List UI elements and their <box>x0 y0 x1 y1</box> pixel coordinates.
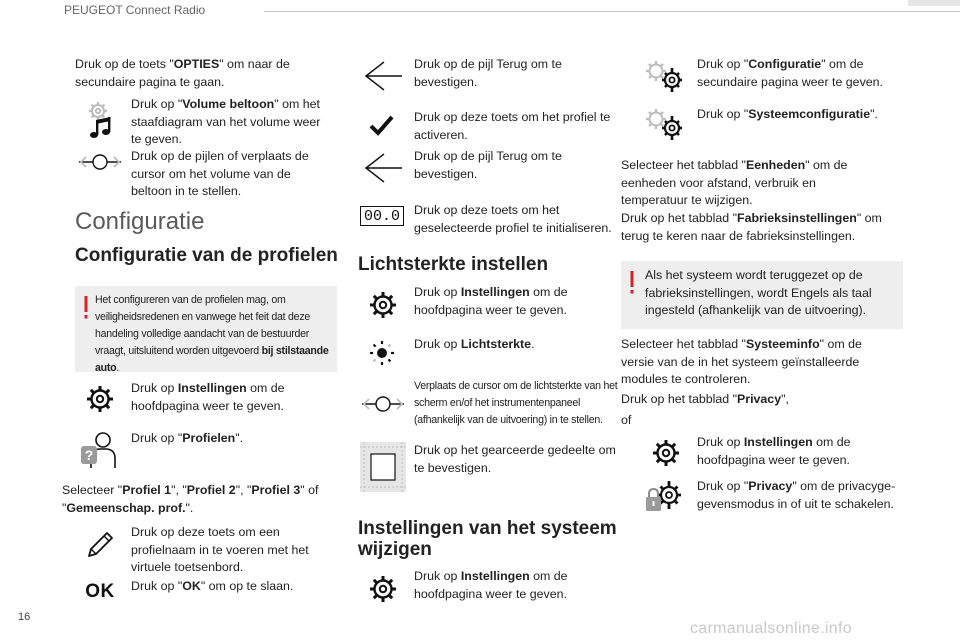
bold-text: Lichtsterkte <box>460 337 532 351</box>
gear-double-icon <box>643 58 687 94</box>
item-text <box>697 56 902 91</box>
text: ", " <box>235 483 252 497</box>
bold-text: Privacy <box>748 479 793 493</box>
svg-text:?: ? <box>84 447 94 463</box>
text: Druk op " <box>131 431 183 445</box>
text: om de hoofdpagina weer te geven. <box>131 381 285 413</box>
text: " om de eenheden voor afstand, verbruik en temperatuur te wijzigen. <box>621 158 848 208</box>
checkmark-icon <box>368 113 396 137</box>
warning-text: Als het systeem wordt teruggezet op de fabrieksinstellingen, wordt Engels als taal ingesteld (afhankelijk van de uitvoering). <box>645 268 872 318</box>
item-reset-profile <box>358 202 620 238</box>
item-check <box>358 109 620 145</box>
gear-icon <box>368 574 398 604</box>
text: Druk op " <box>697 479 749 493</box>
exclamation-icon <box>629 271 635 293</box>
text: Druk op " <box>697 107 749 121</box>
system-info-text <box>621 336 893 389</box>
text: " om de versie van de in het systeem geïnstalleerde modules te controleren. <box>621 337 862 387</box>
subsection-title-system-settings: Instellingen van het systeem wijzigen <box>358 518 617 561</box>
back-arrow-icon <box>362 150 404 186</box>
subsection-title-profiles: Configuratie van de profielen <box>75 245 338 266</box>
gear-icon <box>368 290 398 320</box>
gear-icon <box>651 438 681 468</box>
item-ok <box>75 578 335 606</box>
warning-text <box>95 292 335 377</box>
bold-text: Instellingen <box>743 435 813 449</box>
warning-box-factory <box>621 261 903 329</box>
bold-text: Instellingen <box>460 569 530 583</box>
header-tab-marker <box>908 0 960 6</box>
item-text: Druk op deze toets om een profielnaam in te voeren met het virtuele toetsenbord. <box>131 525 309 575</box>
item-text <box>414 568 604 603</box>
page-number: 16 <box>18 611 31 623</box>
item-profiles <box>75 428 335 472</box>
header-title: PEUGEOT Connect Radio <box>64 3 206 17</box>
item-settings <box>358 284 620 324</box>
gear-double-icon <box>643 106 687 142</box>
factory-settings-text <box>621 210 893 245</box>
warning-box-profiles <box>75 286 337 372</box>
item-text <box>697 478 902 513</box>
text: Druk op het tabblad " <box>621 392 737 406</box>
item-text: Druk op de pijlen of verplaats de cursor om het volume van de beltoon in te stellen. <box>131 149 309 199</box>
item-volume-arrows <box>75 148 335 198</box>
text: Druk op <box>131 381 178 395</box>
text: Druk op <box>697 435 744 449</box>
item-text: Druk op de pijl Terug om te bevestigen. <box>414 57 562 89</box>
bold-text: Gemeenschap. prof. <box>66 500 186 515</box>
item-volume-ringtone <box>75 94 335 147</box>
subsection-title-brightness: Lichtsterkte instellen <box>358 254 549 275</box>
text: Druk op het tabblad " <box>621 211 737 225</box>
bold-text: Fabrieksinstellingen <box>737 211 857 225</box>
select-profile-text <box>62 482 324 517</box>
bold-text: Profiel 3 <box>251 483 301 497</box>
text: om de hoofdpagina weer te geven. <box>414 569 568 601</box>
text: Druk op <box>414 285 461 299</box>
bold-text: Privacy <box>737 392 782 406</box>
text: . <box>116 361 120 374</box>
units-text <box>621 157 851 210</box>
text: Druk op " <box>697 57 749 71</box>
bold-text: Instellingen <box>460 285 530 299</box>
item-brightness <box>358 336 620 370</box>
item-settings <box>641 434 911 474</box>
or-text: of <box>621 413 632 427</box>
ok-icon: OK <box>85 580 115 602</box>
text: om de hoofdpagina weer te geven. <box>697 435 851 467</box>
page-header <box>0 0 960 32</box>
item-text <box>414 336 604 354</box>
item-back-1 <box>358 56 620 96</box>
item-text <box>131 578 331 596</box>
item-text: Druk op het gearceerde gedeelte om te bevestigen. <box>414 443 616 475</box>
bold-text: bij stilstaande auto <box>95 344 329 374</box>
item-privacy <box>641 478 911 520</box>
item-system-configuration <box>641 106 911 144</box>
privacy-tab-text <box>621 391 893 409</box>
text: Selecteer het tabblad " <box>621 158 746 172</box>
item-configuration <box>641 56 911 98</box>
text: " om op te slaan. <box>200 579 294 593</box>
hatched-square-icon <box>360 442 406 492</box>
item-text: Druk op deze toets om het geselecteerde profiel te initialiseren. <box>414 203 612 235</box>
text: " om naar de secundaire pagina te gaan. <box>75 57 290 89</box>
text: Druk op " <box>131 579 183 593</box>
text: ", <box>781 392 789 406</box>
text: " om terug te keren naar de fabrieksinstellingen. <box>621 211 882 243</box>
section-title-configuratie: Configuratie <box>75 208 205 235</box>
reset-display-icon: 00.0 <box>360 206 404 226</box>
text: Druk op <box>414 569 461 583</box>
item-settings <box>358 568 620 608</box>
item-text <box>697 106 902 124</box>
bold-text: OK <box>182 579 201 593</box>
bold-text: Eenheden <box>745 158 806 172</box>
bold-text: Instellingen <box>177 381 247 395</box>
item-edit-name <box>75 524 335 576</box>
back-arrow-icon <box>362 58 404 94</box>
profile-question-icon <box>79 430 119 470</box>
item-text <box>414 284 604 319</box>
gear-icon <box>85 384 115 414</box>
cursor-arrows-icon <box>360 392 406 416</box>
item-text <box>131 430 331 448</box>
item-hatched-area <box>358 440 620 494</box>
item-settings <box>75 378 335 418</box>
bold-text: Systeemconfiguratie <box>748 107 871 121</box>
pencil-icon <box>85 528 117 560</box>
item-text: Druk op de pijl Terug om te bevestigen. <box>414 149 562 181</box>
text: ". <box>185 500 194 515</box>
bold-text: Profiel 1 <box>122 483 172 497</box>
text: " of " <box>62 483 319 515</box>
text: Selecteer het tabblad " <box>621 337 746 351</box>
gear-music-icon <box>81 100 121 140</box>
header-divider <box>264 11 960 12</box>
text: Het configureren van de profielen mag, om veiligheidsredenen en vanwege het feit dat deze handeling volledige aandacht van de bestuurder vraagt, uitsluitend worden uitgevoerd <box>95 294 311 357</box>
gear-lock-icon <box>643 478 687 518</box>
text: ". <box>870 107 878 121</box>
item-back-2 <box>358 148 620 190</box>
text: ". <box>235 431 244 445</box>
cursor-arrows-icon <box>77 150 123 174</box>
bold-text: Profielen <box>182 431 236 445</box>
intro-options <box>75 56 315 91</box>
text: " om de privacygegevensmodus in of uit te schakelen. <box>697 479 896 511</box>
bold-text: Systeeminfo <box>745 337 820 351</box>
text: " om de secundaire pagina weer te geven. <box>697 57 883 89</box>
text: Druk op " <box>131 97 183 111</box>
exclamation-icon <box>83 296 89 318</box>
text: Druk op de toets " <box>75 57 174 71</box>
text: " om het staafdiagram van het volume weer te geven. <box>131 97 321 147</box>
text: om de hoofdpagina weer te geven. <box>414 285 568 317</box>
item-text <box>131 380 331 415</box>
item-text: Verplaats de cursor om de lichtsterkte van het scherm en/of het instrumentenpaneel (afhankelijk van de uitvoering) in te stellen. <box>414 380 618 426</box>
bold-text: Volume beltoon <box>182 97 275 111</box>
bold-text: Profiel 2 <box>186 483 236 497</box>
brightness-icon <box>366 338 398 368</box>
bold-text: OPTIES <box>173 57 220 71</box>
bold-text: Configuratie <box>748 57 822 71</box>
text: ", " <box>171 483 187 497</box>
item-brightness-cursor <box>358 378 620 432</box>
watermark: carmanualsonline.info <box>690 620 852 637</box>
item-text <box>131 96 331 149</box>
item-text <box>697 434 897 469</box>
text: Druk op <box>414 337 461 351</box>
text: Selecteer " <box>62 483 123 497</box>
item-text: Druk op deze toets om het profiel te activeren. <box>414 110 611 142</box>
text: . <box>531 337 535 351</box>
